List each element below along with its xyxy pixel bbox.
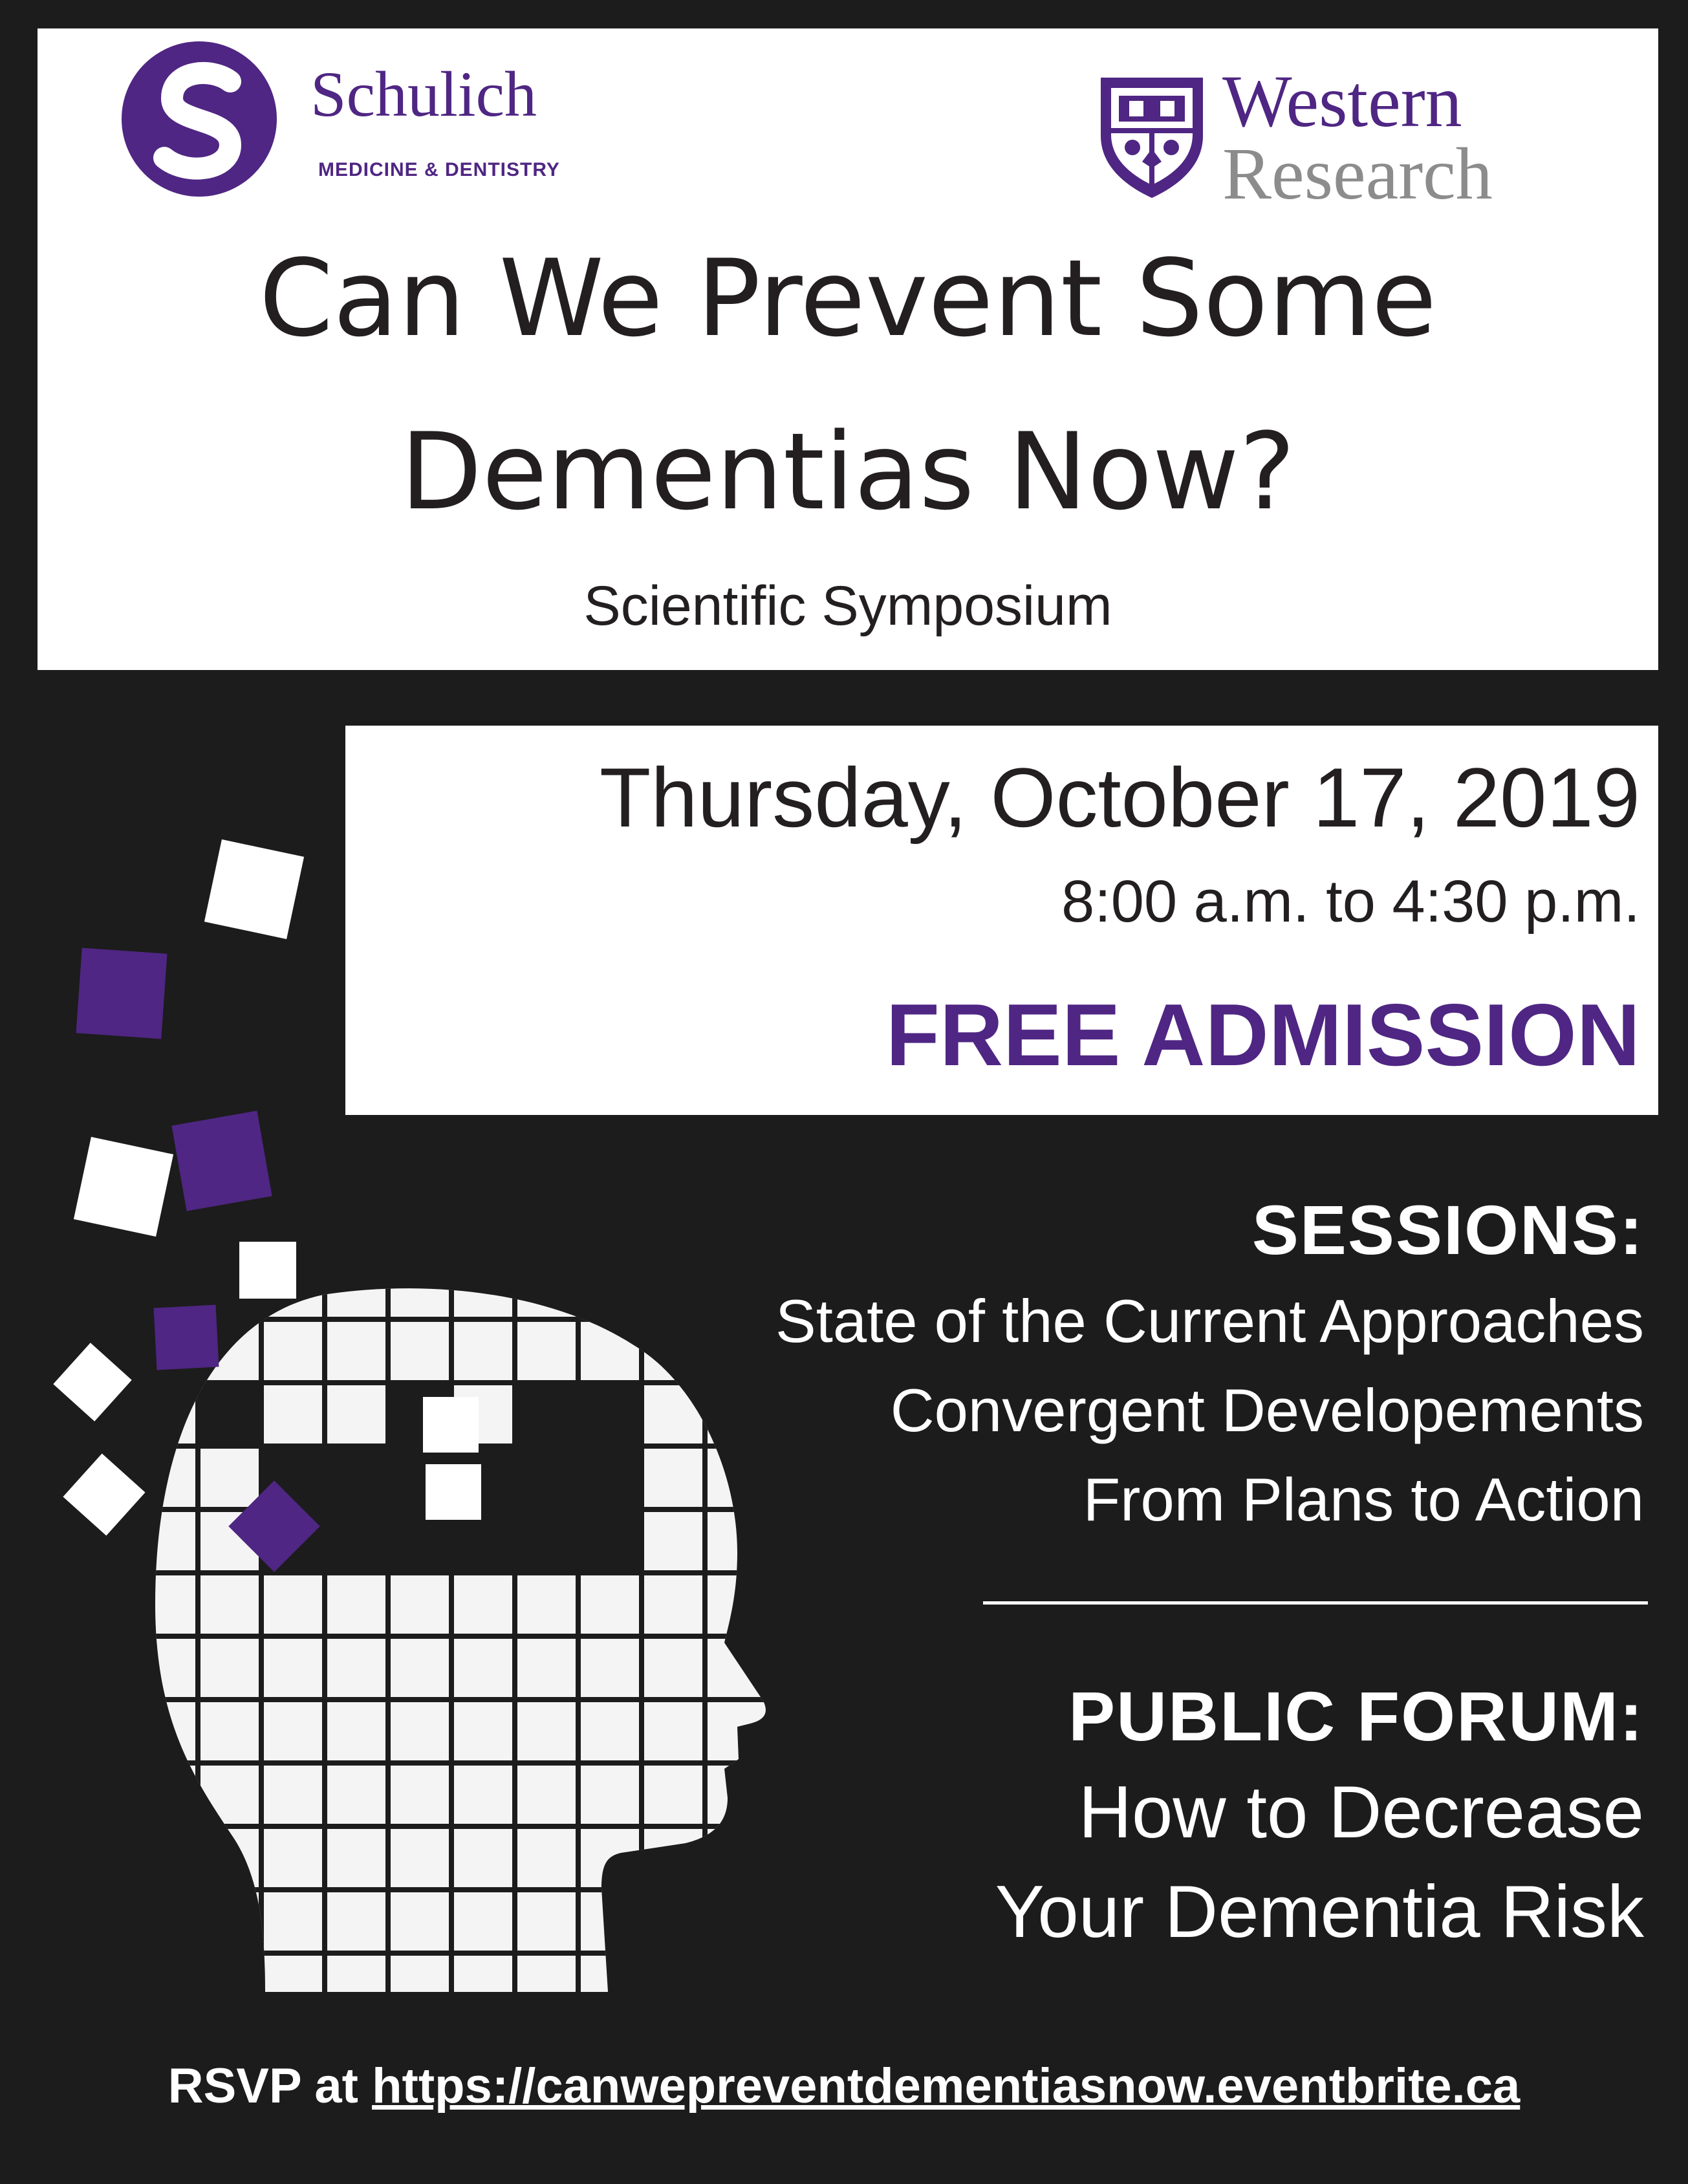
floating-block xyxy=(53,1343,131,1421)
grid-block xyxy=(426,1464,481,1520)
floating-block xyxy=(154,1305,219,1370)
grid-block xyxy=(423,1397,479,1453)
floating-block xyxy=(74,1137,173,1237)
western-logo-subtitle: Research xyxy=(1222,133,1493,215)
floating-block xyxy=(63,1453,145,1535)
forum-line: How to Decrease xyxy=(1078,1771,1644,1854)
western-logo-name: Western xyxy=(1222,60,1462,142)
floating-block xyxy=(204,839,304,939)
page-title-line-1: Can We Prevent Some xyxy=(259,237,1437,360)
sessions-heading: SESSIONS: xyxy=(1251,1191,1644,1269)
page-title-line-2: Dementias Now? xyxy=(400,410,1295,534)
schulich-logo-name: Schulich xyxy=(310,58,537,130)
public-forum-heading: PUBLIC FORUM: xyxy=(1068,1677,1644,1755)
session-item: Convergent Developements xyxy=(890,1376,1644,1444)
forum-line: Your Dementia Risk xyxy=(995,1871,1644,1953)
event-time: 8:00 a.m. to 4:30 p.m. xyxy=(1061,869,1640,935)
floating-block xyxy=(76,948,168,1039)
floating-block xyxy=(171,1110,272,1211)
schulich-logo-subtitle: MEDICINE & DENTISTRY xyxy=(318,159,560,180)
session-item: State of the Current Approaches xyxy=(775,1287,1644,1355)
western-crest-icon xyxy=(1097,71,1207,200)
section-divider xyxy=(983,1601,1648,1605)
event-date: Thursday, October 17, 2019 xyxy=(599,750,1640,845)
rsvp-prefix: RSVP at xyxy=(168,2059,358,2114)
pixelated-head-icon xyxy=(52,828,776,2031)
admission-badge: FREE ADMISSION xyxy=(885,986,1640,1084)
session-item: From Plans to Action xyxy=(1083,1465,1644,1533)
page-subtitle: Scientific Symposium xyxy=(583,575,1112,637)
rsvp-link[interactable]: https://canwepreventdementiasnow.eventbrite.ca xyxy=(372,2059,1520,2114)
rsvp-line xyxy=(0,2059,1688,2114)
floating-block xyxy=(239,1242,296,1299)
